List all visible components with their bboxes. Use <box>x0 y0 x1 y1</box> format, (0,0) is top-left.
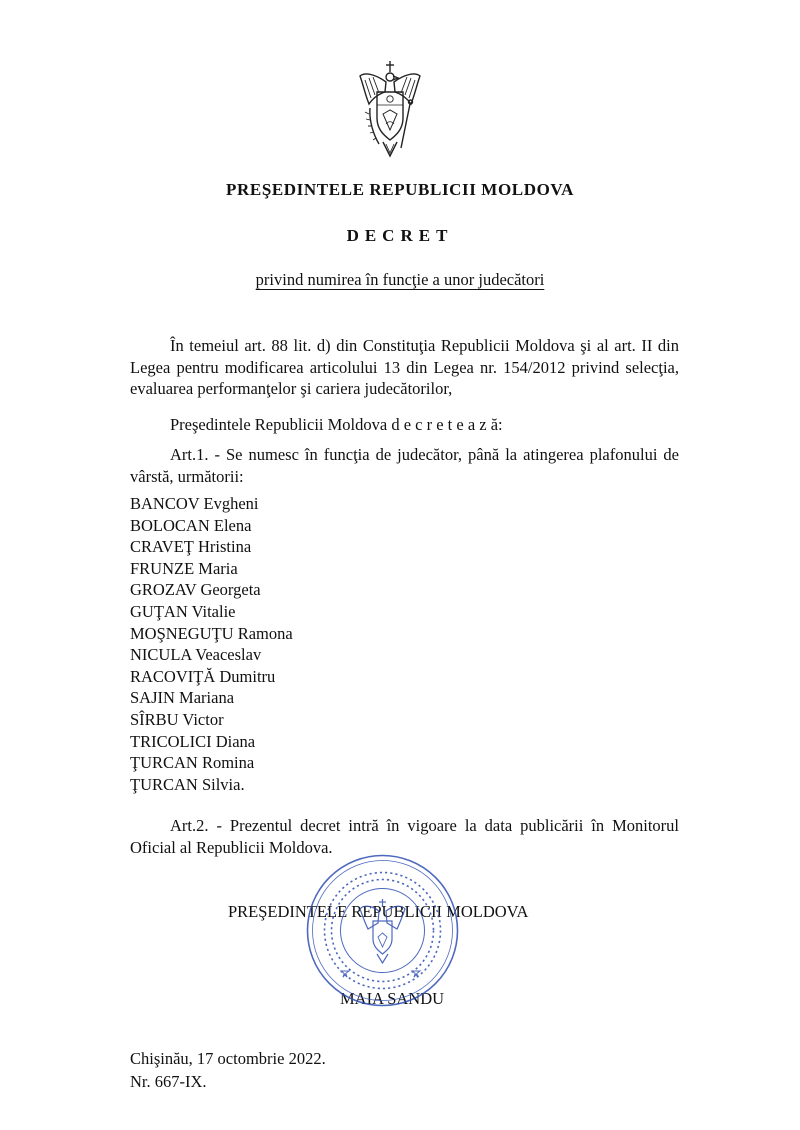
decrees-prefix: Preşedintele Republicii Moldova <box>170 415 388 434</box>
list-item: BANCOV Evgheni <box>130 494 259 513</box>
article-1: Art.1. - Se numesc în funcţia de judecător, până la atingerea plafonului de vârstă, următorii: <box>130 445 679 486</box>
decree-subject-text: privind numirea în funcţie a unor judecători <box>255 270 545 289</box>
list-item: SÎRBU Victor <box>130 709 224 729</box>
preamble-paragraph: În temeiul art. 88 lit. d) din Constituţia Republicii Moldova şi al art. II din Legea pentru modificarea articolului 13 din Legea nr. 154/2012 privind selecţia, evaluarea performanţelor şi cariera judecătorilor, <box>130 336 679 398</box>
list-item: FRUNZE Maria <box>130 558 238 578</box>
list-item: GROZAV Georgeta <box>130 580 261 600</box>
list-item: MOŞNEGUŢU Ramona <box>130 623 293 643</box>
decree-number: Nr. 667-IX. <box>130 1072 207 1091</box>
list-item: RACOVIŢĂ Dumitru <box>130 666 276 686</box>
coat-of-arms-icon <box>357 58 423 158</box>
signatory-name: MAIA SANDU <box>340 989 445 1008</box>
list-item: GUŢAN Vitalie <box>130 601 236 621</box>
decrees-word: d e c r e t e a z ă: <box>391 415 503 434</box>
signatory-title: PREŞEDINTELE REPUBLICII MOLDOVA <box>228 902 529 921</box>
article-2: Art.2. - Prezentul decret intră în vigoare la data publicării în Monitorul Oficial al Republicii Moldova. <box>130 816 679 857</box>
list-item: ŢURCAN Silvia. <box>130 774 245 794</box>
decrees-line <box>130 414 679 436</box>
list-item: ŢURCAN Romina <box>130 753 255 773</box>
document-type-heading: DECRET <box>346 226 454 245</box>
official-seal-icon <box>305 853 460 1008</box>
judges-list <box>130 493 293 795</box>
list-item: SAJIN Mariana <box>130 688 235 708</box>
decree-subject <box>0 270 800 290</box>
issuer-heading: PREŞEDINTELE REPUBLICII MOLDOVA <box>226 180 574 199</box>
list-item: CRAVEŢ Hristina <box>130 537 252 557</box>
list-item: BOLOCAN Elena <box>130 515 252 535</box>
place-and-date: Chişinău, 17 octombrie 2022. <box>130 1049 326 1068</box>
list-item: NICULA Veaceslav <box>130 645 262 665</box>
list-item: TRICOLICI Diana <box>130 731 256 751</box>
